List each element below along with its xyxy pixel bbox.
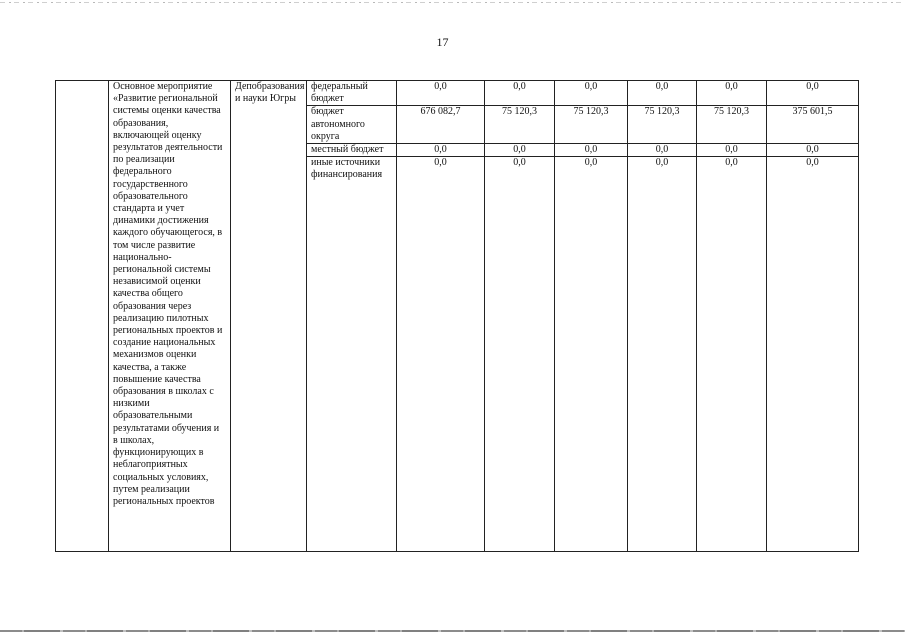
funding-source: иные источники финансирования [307, 157, 397, 552]
value-cell: 0,0 [555, 144, 628, 157]
activity-description: Основное мероприятие «Развитие региональной системы оценки качества образования, включающей оценку результатов деятельности по реализации федерального государственного образовательного стандарта и учет динамики достижения каждого обучающегося, в том числе развитие национально-региональной системы независимой оценки качества общего образования через реализацию пилотных региональных проектов и создание национальных механизмов оценки качества, а также повышение качества образования в школах с низкими образовательными результатами обучения и в школах, функционирующих в неблагоприятных социальных условиях, путем реализации региональных проектов [109, 81, 231, 552]
value-cell: 0,0 [767, 157, 859, 552]
value-cell: 75 120,3 [697, 106, 767, 144]
value-cell: 0,0 [628, 81, 697, 106]
value-cell: 0,0 [397, 144, 485, 157]
value-cell: 0,0 [485, 144, 555, 157]
page-number: 17 [436, 35, 449, 49]
value-cell: 75 120,3 [555, 106, 628, 144]
scan-edge-top [0, 2, 905, 3]
executor-cell: Депобразования и науки Югры [231, 81, 307, 552]
value-cell: 0,0 [628, 157, 697, 552]
value-cell: 0,0 [485, 157, 555, 552]
value-cell: 0,0 [697, 81, 767, 106]
value-cell: 0,0 [697, 157, 767, 552]
value-cell: 375 601,5 [767, 106, 859, 144]
funding-source: местный бюджет [307, 144, 397, 157]
value-cell: 0,0 [767, 81, 859, 106]
value-cell: 75 120,3 [628, 106, 697, 144]
row-number-cell [56, 81, 109, 552]
value-cell: 0,0 [397, 81, 485, 106]
scan-edge-bottom [0, 630, 905, 632]
value-cell: 0,0 [628, 144, 697, 157]
funding-table [55, 80, 859, 552]
table-row [56, 81, 859, 106]
value-cell: 0,0 [767, 144, 859, 157]
funding-source: федеральный бюджет [307, 81, 397, 106]
value-cell: 0,0 [697, 144, 767, 157]
value-cell: 676 082,7 [397, 106, 485, 144]
value-cell: 75 120,3 [485, 106, 555, 144]
value-cell: 0,0 [485, 81, 555, 106]
value-cell: 0,0 [555, 157, 628, 552]
value-cell: 0,0 [555, 81, 628, 106]
funding-source: бюджет автономного округа [307, 106, 397, 144]
value-cell: 0,0 [397, 157, 485, 552]
